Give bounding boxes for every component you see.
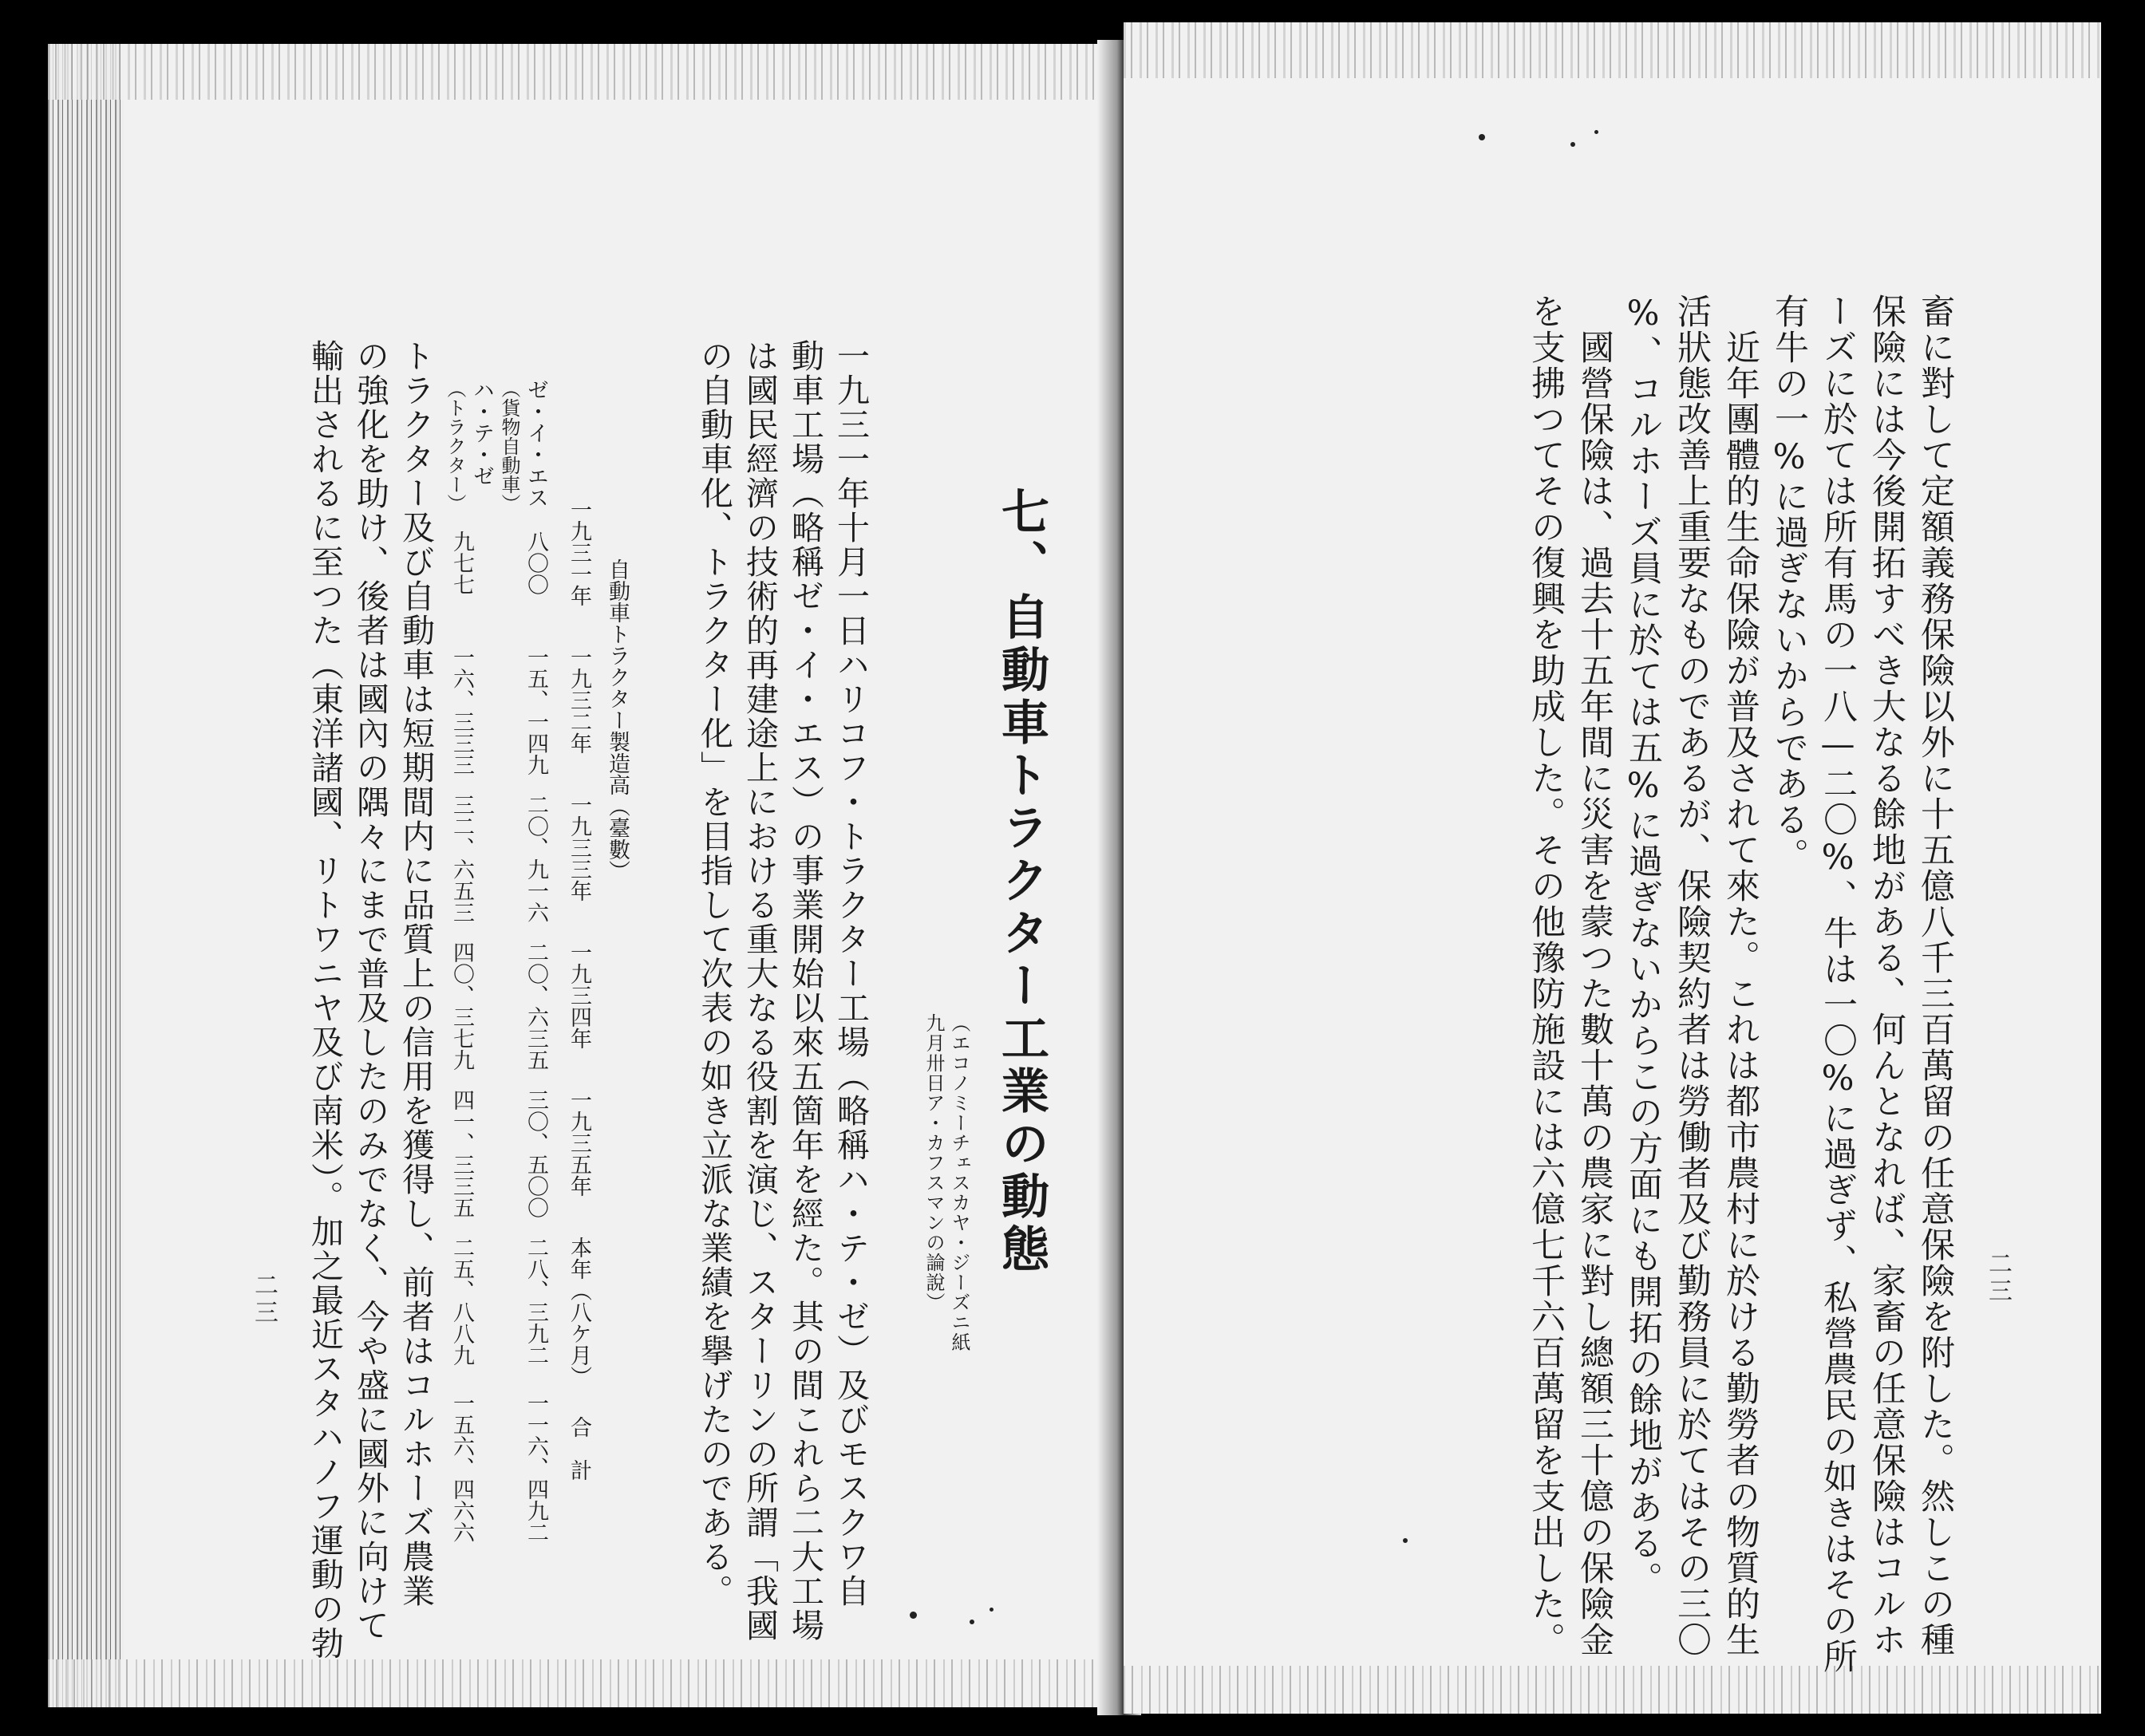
table-cell: 一六、三三三 xyxy=(449,646,474,775)
body-column: 國營保險は、過去十五年間に災害を蒙つた數十萬の農家に對し總額三十億の保險金 xyxy=(1574,329,1614,1658)
body-column: トラクター及び自動車は短期間内に品質上の信用を獲得し、前者はコルホーズ農業 xyxy=(397,339,435,1608)
table-cell: 四〇、三七九 xyxy=(449,941,474,1071)
print-speck xyxy=(910,1612,917,1619)
body-column: 輸出されるに至つた（東洋諸國、リトワニヤ及び南米）。加之最近スタハノフ運動の勃 xyxy=(306,339,344,1661)
top-page-edge xyxy=(48,44,1125,100)
table-cell: 二〇、六三五 xyxy=(523,941,548,1071)
table-row-name: ハ・テ・ゼ xyxy=(469,379,494,487)
table-year: 一九三二年 xyxy=(567,646,591,754)
print-speck xyxy=(1479,134,1485,140)
page-stack-edge xyxy=(48,44,124,1707)
body-column: は國民經濟の技術的再建途上における重大なる役割を演じ、スターリンの所謂「我國 xyxy=(741,339,779,1643)
body-column: 保險には今後開拓すべき大なる餘地がある、何んとなれば、家畜の任意保險はコルホ xyxy=(1867,294,1906,1658)
table-cell: 一五六、四六六 xyxy=(449,1392,474,1543)
body-column: 有牛の一%に過ぎないからである。 xyxy=(1769,294,1809,874)
source-note-line2: 九月卅日ア・カフスマンの論說） xyxy=(922,1013,945,1312)
body-column: の強化を助け、後者は國內の隅々にまで普及したのみでなく、今や盛に國外に向けて xyxy=(351,339,389,1643)
table-cell: 二五、八八九 xyxy=(449,1237,474,1366)
table-row-note: （貨物自動車） xyxy=(498,379,520,513)
body-column: 動車工場（略稱ゼ・イ・エス）の事業開始以來五箇年を經た。其の間これら二大工場 xyxy=(786,339,824,1643)
source-note-line1: （エコノミーチェスカヤ・ジーズニ紙 xyxy=(948,1013,970,1352)
table-cell: 二八、三九二 xyxy=(523,1237,548,1366)
body-column: %、コルホーズ員に於ては五%に過ぎないからこの方面にも開拓の餘地がある。 xyxy=(1623,294,1663,1597)
table-cell: 一一六、四九二 xyxy=(523,1392,548,1543)
page-number: 二三 xyxy=(250,1272,278,1327)
left-page xyxy=(48,44,1125,1707)
body-column: を支拂つてその復興を助成した。その他豫防施設には六億七千六百萬留を支出した。 xyxy=(1526,294,1566,1658)
body-column: 近年團體的生命保險が普及されて來た。これは都市農村に於ける勤勞者の物質的生 xyxy=(1720,329,1760,1658)
bottom-page-edge xyxy=(48,1659,1125,1707)
table-cell: 八〇〇 xyxy=(523,531,548,595)
body-column: の自動車化、トラクター化」を目指して次表の如き立派な業績を擧げたのである。 xyxy=(695,339,733,1608)
table-cell: 三二、六五三 xyxy=(449,794,474,923)
table-row-name: ゼ・イ・エス xyxy=(523,379,548,508)
body-column: 一九三一年十月一日ハリコフ・トラクター工場（略稱ハ・テ・ゼ）及びモスクワ自 xyxy=(832,339,870,1608)
page-number: 二三 xyxy=(1984,1251,2012,1305)
right-page xyxy=(1124,22,2101,1714)
table-caption: 自動車トラクター製造高（臺數） xyxy=(605,558,630,882)
body-column: 活狀態改善上重要なものであるが、保險契約者は勞働者及び勤務員に於てはその三〇 xyxy=(1672,294,1712,1658)
print-speck xyxy=(970,1620,974,1624)
body-column: 畜に對して定額義務保險以外に十五億八千三百萬留の任意保險を附した。然しこの種 xyxy=(1915,294,1955,1658)
table-cell: 二〇、九一六 xyxy=(523,794,548,923)
bottom-page-edge xyxy=(1124,1666,2101,1714)
top-page-edge xyxy=(1124,22,2101,78)
table-year: 合 計 xyxy=(567,1416,591,1481)
table-year: 一九三五年 xyxy=(567,1089,591,1197)
print-speck xyxy=(1594,130,1598,134)
table-year: 本年（八ケ月） xyxy=(567,1237,591,1387)
body-column: ーズに於ては所有馬の一八—二〇%、牛は一〇%に過ぎず、私營農民の如きはその所 xyxy=(1818,294,1858,1675)
print-speck xyxy=(1403,1538,1408,1543)
section-title: 七、自動車トラクター工業の動態 xyxy=(993,487,1049,1276)
table-cell: 三〇、五〇〇 xyxy=(523,1089,548,1218)
print-speck xyxy=(1570,142,1575,147)
table-row-note: （トラクター） xyxy=(444,379,466,513)
table-cell: 一五、一四九 xyxy=(523,646,548,775)
table-cell: 九七七 xyxy=(449,531,474,595)
table-year: 一九三四年 xyxy=(567,941,591,1049)
table-cell: 四一、三三五 xyxy=(449,1089,474,1218)
table-year: 一九三一年 xyxy=(567,499,591,606)
print-speck xyxy=(990,1608,993,1612)
table-year: 一九三三年 xyxy=(567,794,591,902)
